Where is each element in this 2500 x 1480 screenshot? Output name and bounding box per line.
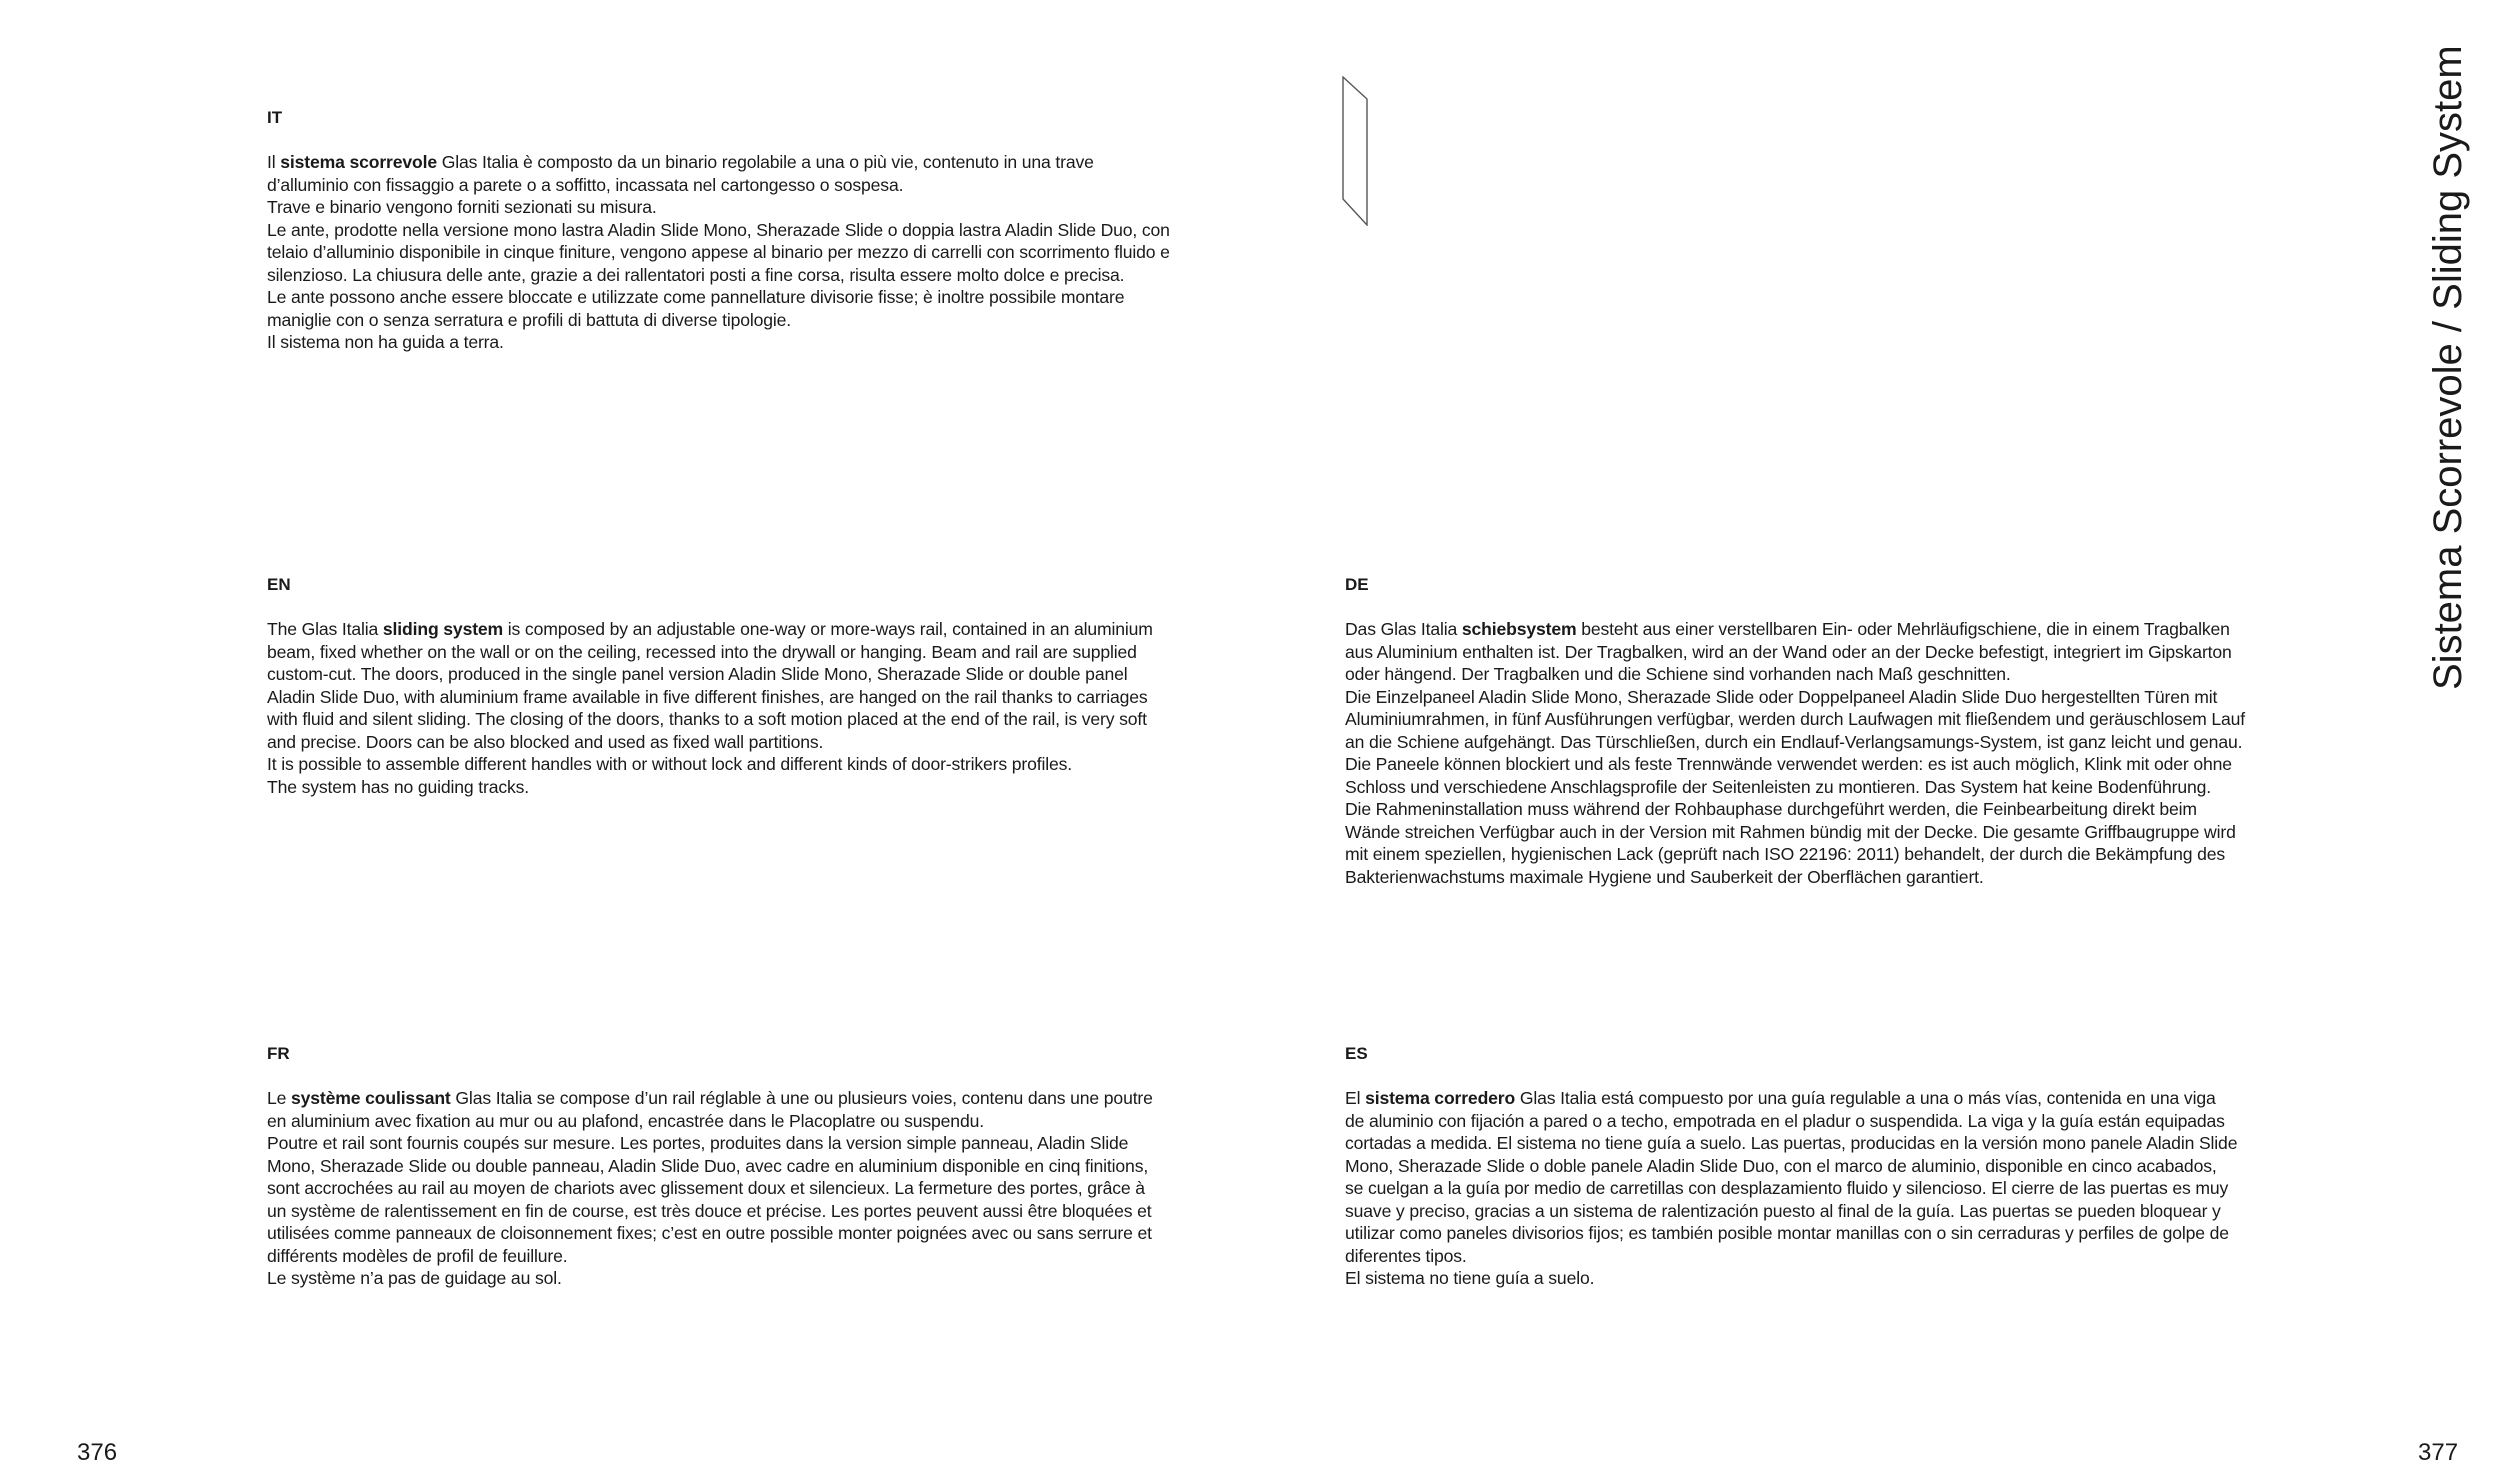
text-line: telaio d’alluminio disponibile in cinque finiture, vengono appese al binario per mezzo di carrelli con scorrimento fluido e [267,242,1170,262]
text-line [267,151,1217,174]
text-line: Die Paneele können blockiert und als feste Trennwände verwendet werden: es ist auch möglich, Klink mit oder ohne [1345,754,2232,774]
highlight-term: schiebsystem [1461,619,1577,639]
lang-label-de: DE [1345,575,1369,594]
text-line: sont accrochées au rail au moyen de chariots avec glissement doux et silencieux. La fermeture des portes, grâce à [267,1178,1145,1198]
text-line [1345,1087,2305,1110]
section-text-es [1345,1087,2305,1290]
text-fragment: El [1345,1088,1366,1108]
text-line [1345,618,2305,641]
text-line: diferentes tipos. [1345,1245,1467,1266]
text-line: Schloss und verschiedene Anschlagsprofile der Seitenleisten zu montieren. Das System hat keine Bodenführung. [1345,776,2211,797]
text-line: se cuelgan a la guía por medio de carretillas con desplazamiento fluido y silencioso. El cierre de las puertas es muy [1345,1178,2229,1198]
text-fragment: Glas Italia está compuesto por una guía regulable a una o más vías, contenida en una viga [1515,1088,2216,1108]
text-line: El sistema no tiene guía a suelo. [1345,1268,1595,1288]
section-en [267,574,1217,798]
text-line: Le ante, prodotte nella versione mono lastra Aladin Slide Mono, Sherazade Slide o doppia lastra Aladin Slide Duo, con [267,219,1170,240]
text-line: Aladin Slide Duo, with aluminium frame available in five different finishes, are hanged on the rail thanks to carriages [267,686,1148,707]
lang-label-en: EN [267,575,291,594]
text-line: Il sistema non ha guida a terra. [267,332,504,352]
page-number-left: 376 [77,1439,118,1466]
text-line: d’alluminio con fissaggio a parete o a soffitto, incassata nel cartongesso o sospesa. [267,174,904,195]
section-it [267,107,1217,354]
highlight-term: sistema scorrevole [280,152,437,172]
section-text-it [267,151,1217,354]
text-line: Mono, Sherazade Slide ou double panneau, Aladin Slide Duo, avec cadre en aluminium disponible en cinq finitions, [267,1155,1149,1176]
highlight-term: sliding system [382,619,504,639]
text-fragment: Das Glas Italia [1345,619,1462,639]
text-line: The system has no guiding tracks. [267,776,530,797]
text-line: and precise. Doors can be also blocked and used as fixed wall partitions. [267,731,824,752]
text-line [267,618,1217,641]
text-line: de aluminio con fijación a pared o a techo, empotrada en el pladur o suspendida. La viga y la guía están equipadas [1345,1110,2225,1131]
text-line: oder hängend. Der Tragbalken und die Schiene sind vorhanden nach Maß geschnitten. [1345,664,2011,684]
text-line: suave y preciso, gracias a un sistema de ralentización puesto al final de la guía. Las puertas se pueden bloquear y [1345,1200,2221,1221]
text-line: Le système n’a pas de guidage au sol. [267,1268,562,1288]
section-fr [267,1043,1217,1290]
text-line: It is possible to assemble different handles with or without lock and different kinds of door-strikers profiles. [267,754,1072,774]
text-line: Trave e binario vengono forniti sezionati su misura. [267,197,657,217]
glass-panel-icon [1342,76,1372,226]
vertical-title: Sistema Scorrevole / Sliding System [2426,45,2470,690]
text-line: aus Aluminium enthalten ist. Der Tragbalken, wird an der Wand oder an der Decke befestigt, integriert im Gipskarton [1345,641,2232,662]
text-fragment: besteht aus einer verstellbaren Ein- oder Mehrläufigschiene, die in einem Tragbalken [1576,619,2230,639]
text-line: en aluminium avec fixation au mur ou au plafond, encastrée dans le Placoplatre ou suspendu. [267,1110,984,1131]
text-line: Bakterienwachstums maximale Hygiene und Sauberkeit der Oberflächen garantiert. [1345,866,1984,887]
section-es [1345,1043,2305,1290]
highlight-term: sistema corredero [1365,1088,1516,1108]
text-line: with fluid and silent sliding. The closing of the doors, thanks to a soft motion placed at the end of the rail, is very soft [267,709,1147,729]
text-line: Poutre et rail sont fournis coupés sur mesure. Les portes, produites dans la version simple panneau, Aladin Slide [267,1133,1129,1153]
text-line: Aluminiumrahmen, in fünf Ausführungen verfügbar, werden durch Laufwagen mit fließendem und geräuschlosem Lauf [1345,709,2246,729]
text-line: custom-cut. The doors, produced in the single panel version Aladin Slide Mono, Sherazade Slide or double panel [267,664,1128,684]
text-fragment: Glas Italia è composto da un binario regolabile a una o più vie, contenuto in una trave [436,152,1094,172]
lang-label-fr: FR [267,1044,290,1063]
text-line: utilisées comme panneaux de cloisonnement fixes; c’est en outre possible monter poignées avec ou sans serrure et [267,1223,1152,1243]
text-line: différents modèles de profil de feuillure. [267,1245,568,1266]
lang-label-es: ES [1345,1044,1368,1063]
text-line: mit einem speziellen, hygienischen Lack (geprüft nach ISO 22196: 2011) behandelt, der durch die Bekämpfung des [1345,844,2226,864]
text-line: silenzioso. La chiusura delle ante, grazie a dei rallentatori posti a fine corsa, risulta essere molto dolce e precisa. [267,264,1125,285]
section-de [1345,574,2305,888]
text-line: an die Schiene aufgehängt. Das Türschließen, durch ein Endlauf-Verlangsamungs-System, ist ganz leicht und genau. [1345,731,2243,752]
text-line: beam, fixed whether on the wall or on the ceiling, recessed into the drywall or hanging. Beam and rail are supplied [267,641,1137,662]
section-text-en [267,618,1217,798]
text-line: un système de ralentissement en fin de course, est très douce et précise. Les portes peuvent aussi être bloquées et [267,1200,1152,1221]
text-line: Die Einzelpaneel Aladin Slide Mono, Sherazade Slide oder Doppelpaneel Aladin Slide Duo hergestellten Türen mit [1345,686,2218,707]
text-line: Mono, Sherazade Slide o doble panele Aladin Slide Duo, con el marco de aluminio, disponible en cinco acabados, [1345,1155,2217,1176]
text-line: maniglie con o senza serratura e profili di battuta di diverse tipologie. [267,309,792,330]
text-line: Wände streichen Verfügbar auch in der Version mit Rahmen bündig mit der Decke. Die gesamte Griffbaugruppe wird [1345,821,2236,842]
section-text-de [1345,618,2305,888]
text-fragment: The Glas Italia [267,619,383,639]
page-number-right: 377 [2418,1439,2459,1466]
text-line: utilizar como paneles divisorios fijos; es también posible montar manillas con o sin cerraduras y perfiles de golpe de [1345,1223,2229,1243]
section-text-fr [267,1087,1217,1290]
text-line: Le ante possono anche essere bloccate e utilizzate come pannellature divisorie fisse; è inoltre possibile montare [267,287,1125,307]
text-line: cortadas a medida. El sistema no tiene guía a suelo. Las puertas, producidas en la versión mono panele Aladin Slide [1345,1133,2238,1153]
text-fragment: is composed by an adjustable one-way or more-ways rail, contained in an aluminium [503,619,1153,639]
text-fragment: Il [267,152,281,172]
lang-label-it: IT [267,108,283,127]
text-fragment: Le [267,1088,292,1108]
text-line [267,1087,1217,1110]
text-fragment: Glas Italia se compose d’un rail réglable à une ou plusieurs voies, contenu dans une poutre [450,1088,1153,1108]
highlight-term: système coulissant [291,1088,451,1108]
text-line: Die Rahmeninstallation muss während der Rohbauphase durchgeführt werden, die Feinbearbeitung direkt beim [1345,799,2197,819]
